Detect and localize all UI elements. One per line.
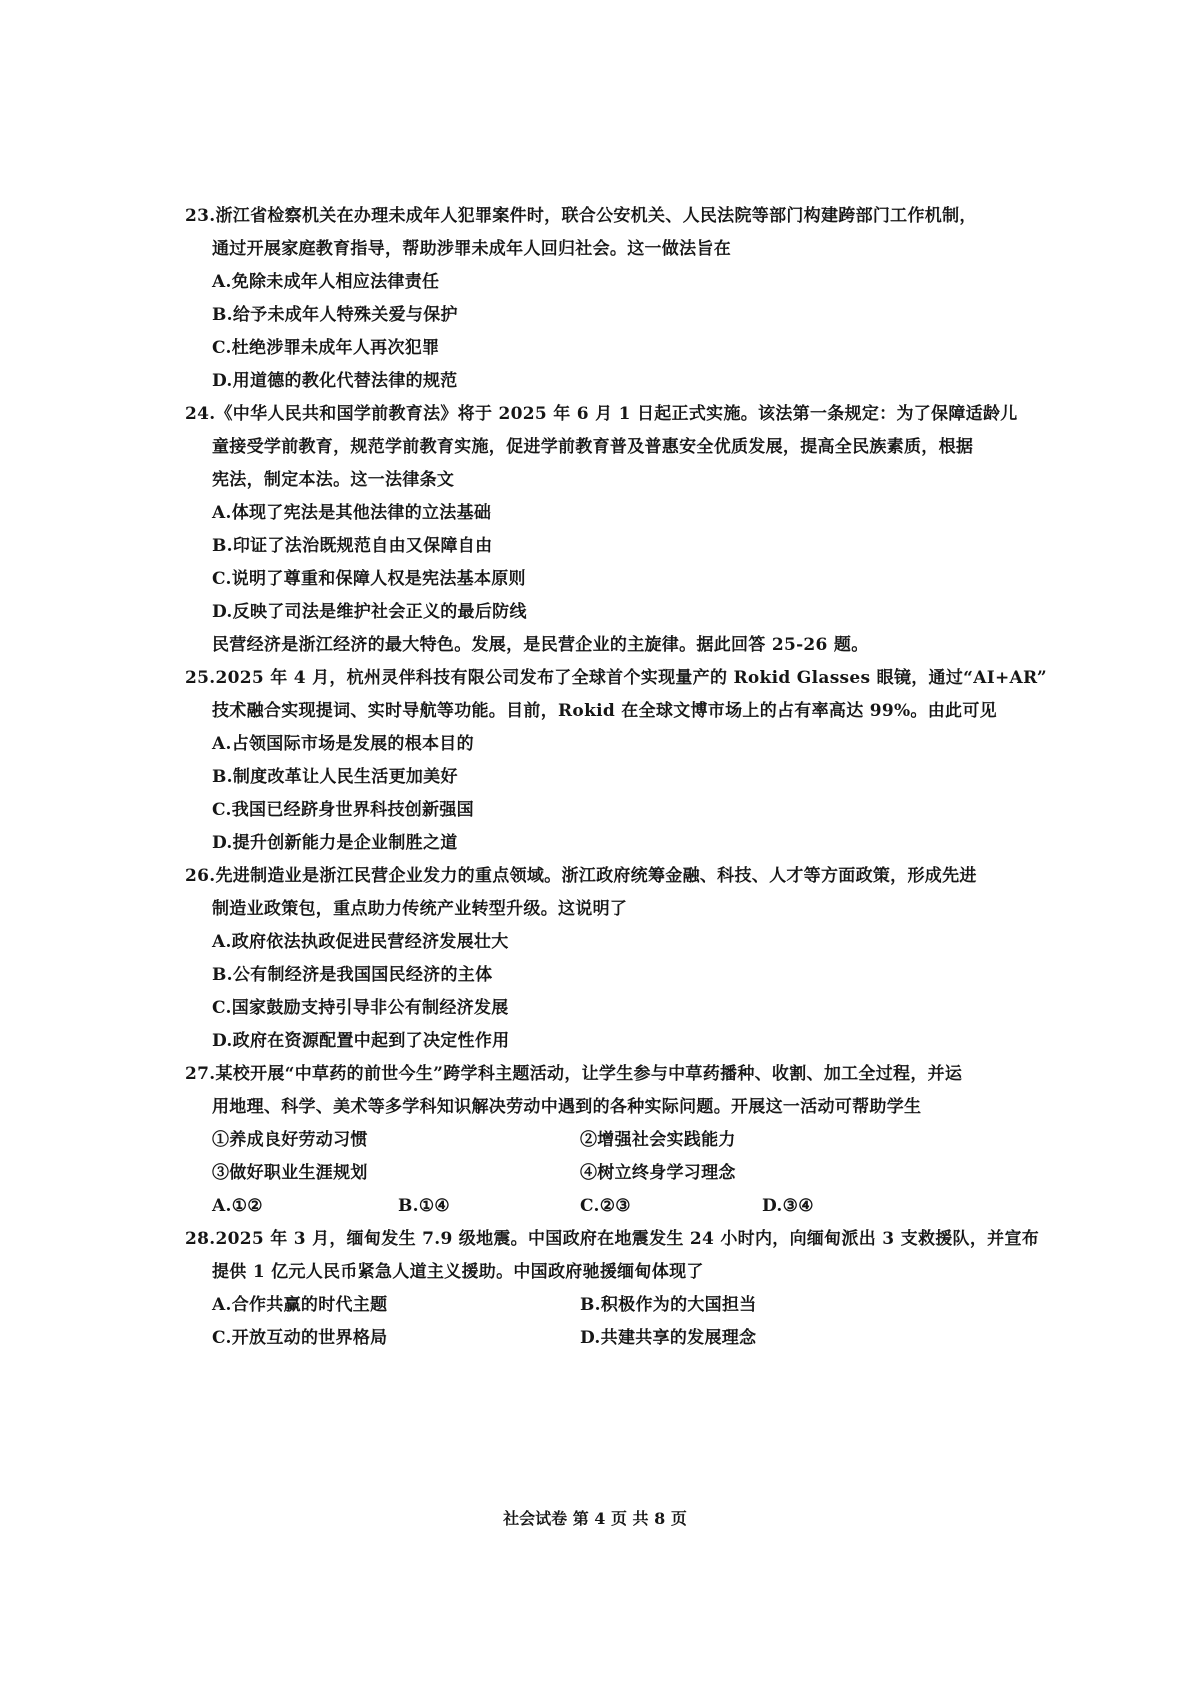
q27-option-c: C.②③ <box>580 1196 631 1216</box>
q24-stem-line3: 宪法，制定本法。这一法律条文 <box>212 470 455 490</box>
q26-stem-line1: 26.先进制造业是浙江民营企业发力的重点领域。浙江政府统筹金融、科技、人才等方面政策，形成先进 <box>185 866 977 886</box>
q23-option-d: D.用道德的教化代替法律的规范 <box>212 371 458 391</box>
q28-stem-line2: 提供 1 亿元人民币紧急人道主义援助。中国政府驰援缅甸体现了 <box>212 1262 704 1282</box>
q27-stem-line2: 用地理、科学、美术等多学科知识解决劳动中遇到的各种实际问题。开展这一活动可帮助学生 <box>212 1097 922 1117</box>
q27-item-4: ④树立终身学习理念 <box>580 1163 736 1183</box>
q24-option-b: B.印证了法治既规范自由又保障自由 <box>212 536 493 556</box>
q28-option-a: A.合作共赢的时代主题 <box>212 1295 388 1315</box>
q25-stem-line2: 技术融合实现提词、实时导航等功能。目前，Rokid 在全球文博市场上的占有率高达 99%。由此可见 <box>212 701 997 721</box>
q28-option-c: C.开放互动的世界格局 <box>212 1328 388 1348</box>
q23-stem-line2: 通过开展家庭教育指导，帮助涉罪未成年人回归社会。这一做法旨在 <box>212 239 731 259</box>
q25-option-a: A.占领国际市场是发展的根本目的 <box>212 734 474 754</box>
q23-option-a: A.免除未成年人相应法律责任 <box>212 272 440 292</box>
q27-option-b: B.①④ <box>398 1196 450 1216</box>
q27-item-1: ①养成良好劳动习惯 <box>212 1130 368 1150</box>
q28-option-d: D.共建共享的发展理念 <box>580 1328 757 1348</box>
q24-stem-line1: 24.《中华人民共和国学前教育法》将于 2025 年 6 月 1 日起正式实施。该法第一条规定：为了保障适龄儿 <box>185 404 1018 424</box>
q26-option-d: D.政府在资源配置中起到了决定性作用 <box>212 1031 510 1051</box>
q28-option-b: B.积极作为的大国担当 <box>580 1295 757 1315</box>
page-footer: 社会试卷 第 4 页 共 8 页 <box>503 1509 687 1528</box>
q24-option-c: C.说明了尊重和保障人权是宪法基本原则 <box>212 569 526 589</box>
q25-option-b: B.制度改革让人民生活更加美好 <box>212 767 458 787</box>
q23-option-b: B.给予未成年人特殊关爱与保护 <box>212 305 458 325</box>
q27-option-a: A.①② <box>212 1196 263 1216</box>
q27-stem-line1: 27.某校开展“中草药的前世今生”跨学科主题活动，让学生参与中草药播种、收割、加工全过程，并运 <box>185 1064 963 1084</box>
q25-option-c: C.我国已经跻身世界科技创新强国 <box>212 800 474 820</box>
intro-25-26: 民营经济是浙江经济的最大特色。发展，是民营企业的主旋律。据此回答 25-26 题。 <box>212 635 869 655</box>
q27-item-3: ③做好职业生涯规划 <box>212 1163 368 1183</box>
q27-option-d: D.③④ <box>762 1196 814 1216</box>
q26-option-c: C.国家鼓励支持引导非公有制经济发展 <box>212 998 509 1018</box>
q26-option-a: A.政府依法执政促进民营经济发展壮大 <box>212 932 509 952</box>
q24-option-a: A.体现了宪法是其他法律的立法基础 <box>212 503 492 523</box>
q27-item-2: ②增强社会实践能力 <box>580 1130 736 1150</box>
q26-stem-line2: 制造业政策包，重点助力传统产业转型升级。这说明了 <box>212 899 628 919</box>
q26-option-b: B.公有制经济是我国国民经济的主体 <box>212 965 493 985</box>
q25-stem-line1: 25.2025 年 4 月，杭州灵伴科技有限公司发布了全球首个实现量产的 Rokid Glasses 眼镜，通过“AI+AR” <box>185 668 1047 688</box>
q24-option-d: D.反映了司法是维护社会正义的最后防线 <box>212 602 527 622</box>
q23-option-c: C.杜绝涉罪未成年人再次犯罪 <box>212 338 440 358</box>
q23-stem-line1: 23.浙江省检察机关在办理未成年人犯罪案件时，联合公安机关、人民法院等部门构建跨部门工作机制， <box>185 206 977 226</box>
q24-stem-line2: 童接受学前教育，规范学前教育实施，促进学前教育普及普惠安全优质发展，提高全民族素质，根据 <box>212 437 974 457</box>
q28-stem-line1: 28.2025 年 3 月，缅甸发生 7.9 级地震。中国政府在地震发生 24 小时内，向缅甸派出 3 支救援队，并宣布 <box>185 1229 1040 1249</box>
q25-option-d: D.提升创新能力是企业制胜之道 <box>212 833 458 853</box>
